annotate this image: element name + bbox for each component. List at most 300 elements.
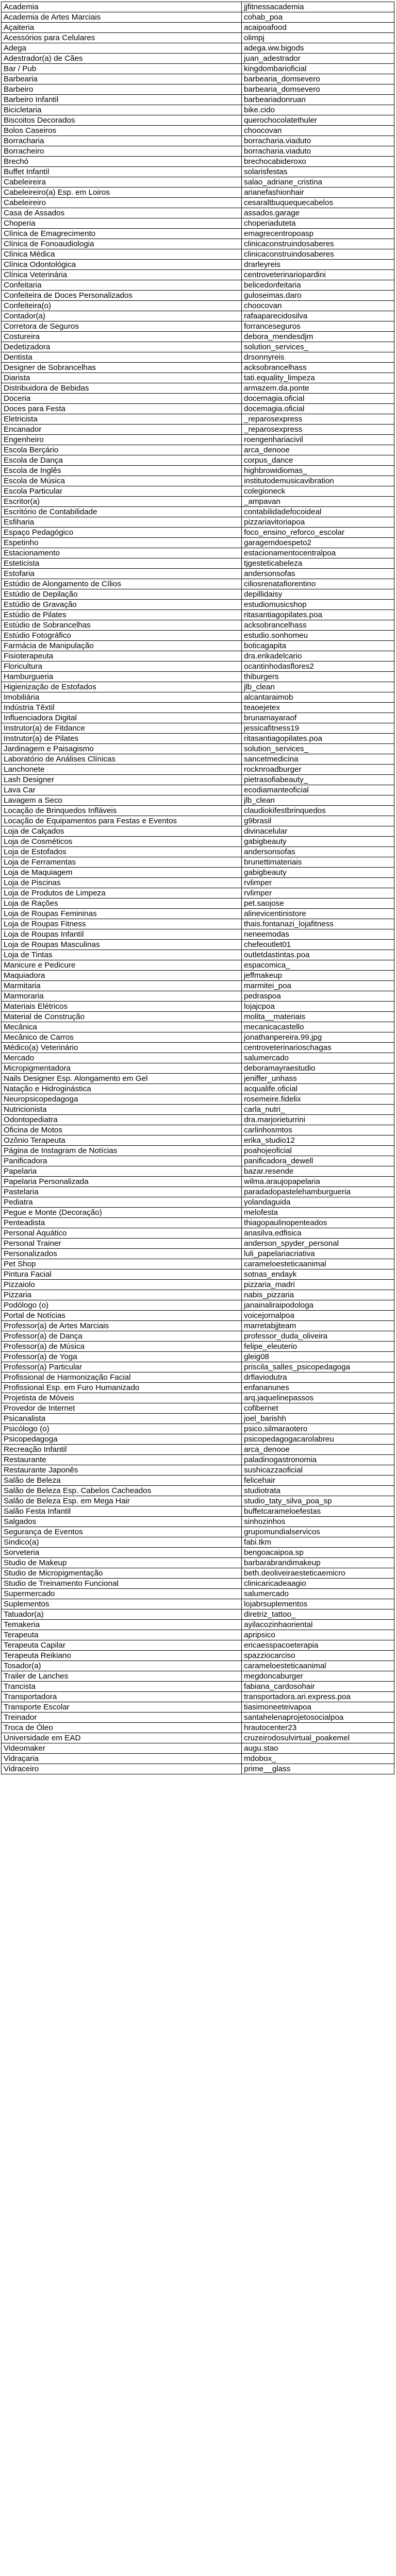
business-category-cell: Restaurante Japonês (2, 1465, 242, 1476)
instagram-handle-cell: choocovan (242, 126, 394, 136)
table-row (2, 631, 394, 641)
table-row (2, 1424, 394, 1434)
instagram-handle-cell: assados.garage (242, 208, 394, 218)
table-row (2, 1414, 394, 1424)
business-category-cell: Mecânico de Carros (2, 1032, 242, 1043)
table-row (2, 1403, 394, 1414)
instagram-handle-cell: ecodiamanteoficial (242, 785, 394, 795)
instagram-handle-cell: ericaesspacoeterapia (242, 1640, 394, 1651)
table-row (2, 383, 394, 394)
business-category-cell: Loja de Piscinas (2, 878, 242, 888)
business-category-cell: Corretora de Seguros (2, 321, 242, 332)
table-row (2, 1002, 394, 1012)
business-category-cell: Biscoitos Decorados (2, 115, 242, 126)
instagram-handle-cell: apripsico (242, 1630, 394, 1640)
instagram-handle-cell: priscila_salles_psicopedagoga (242, 1362, 394, 1372)
instagram-handle-cell: rosemeire.fidelix (242, 1094, 394, 1105)
instagram-handle-cell: clinicaconstruindosaberes (242, 239, 394, 249)
business-category-cell: Doces para Festa (2, 404, 242, 414)
business-category-cell: Loja de Calçados (2, 826, 242, 837)
instagram-handle-cell: centroveterinarioschagas (242, 1043, 394, 1053)
business-category-cell: Escola Particular (2, 486, 242, 497)
table-row (2, 868, 394, 878)
business-category-cell: Loja de Estofados (2, 847, 242, 857)
instagram-handle-cell: melofesta (242, 1208, 394, 1218)
business-category-cell: Terapeuta (2, 1630, 242, 1640)
table-row (2, 1671, 394, 1682)
business-category-cell: Brechó (2, 157, 242, 167)
instagram-handle-cell: arca_denooe (242, 1445, 394, 1455)
table-row (2, 909, 394, 919)
instagram-handle-cell: pizzariavitoriapoa (242, 517, 394, 528)
instagram-handle-cell: thais.fontanazi_lojafitness (242, 919, 394, 929)
instagram-handle-cell: guloseimas.daro (242, 291, 394, 301)
business-category-cell: Estúdio de Gravação (2, 600, 242, 610)
table-row (2, 857, 394, 868)
instagram-handle-cell: acqualife.oficial (242, 1084, 394, 1094)
table-row (2, 363, 394, 373)
table-row (2, 1249, 394, 1259)
table-row (2, 991, 394, 1002)
instagram-handle-cell: tjgesteticabeleza (242, 558, 394, 569)
table-row (2, 1455, 394, 1465)
table-row (2, 239, 394, 249)
instagram-handle-cell: poahojeoficial (242, 1146, 394, 1156)
business-category-cell: Farmácia de Manipulação (2, 641, 242, 651)
instagram-handle-cell: belicedonfeitaria (242, 280, 394, 291)
table-row (2, 826, 394, 837)
instagram-handle-cell: acaipoafood (242, 23, 394, 33)
business-category-cell: Laboratório de Análises Clínicas (2, 754, 242, 765)
business-category-cell: Pediatra (2, 1197, 242, 1208)
business-category-cell: Loja de Roupas Femininas (2, 909, 242, 919)
instagram-handle-cell: clinicaconstruindosaberes (242, 249, 394, 260)
table-row (2, 126, 394, 136)
table-row (2, 1094, 394, 1105)
instagram-handle-cell: sancetmedicina (242, 754, 394, 765)
instagram-handle-cell: bike.cido (242, 105, 394, 115)
business-category-cell: Professor(a) de Dança (2, 1331, 242, 1342)
table-row (2, 105, 394, 115)
table-row (2, 878, 394, 888)
table-row (2, 1105, 394, 1115)
instagram-handle-cell: garagemdoespeto2 (242, 538, 394, 548)
business-category-cell: Papelaria (2, 1166, 242, 1177)
instagram-handle-cell: paladinogastronomia (242, 1455, 394, 1465)
business-category-cell: Lava Car (2, 785, 242, 795)
table-row (2, 971, 394, 981)
table-row (2, 136, 394, 146)
instagram-handle-cell: chefeoutlet01 (242, 940, 394, 950)
table-row (2, 1166, 394, 1177)
table-row (2, 1713, 394, 1723)
instagram-handle-cell: mecanicacastello (242, 1022, 394, 1032)
table-row (2, 270, 394, 280)
business-category-cell: Higienização de Estofados (2, 682, 242, 692)
table-row (2, 795, 394, 806)
instagram-handle-cell: santahelenaprojetosocialpoa (242, 1713, 394, 1723)
table-row (2, 1269, 394, 1280)
instagram-handle-cell: jessicafitness19 (242, 723, 394, 734)
business-category-cell: Distribuidora de Bebidas (2, 383, 242, 394)
table-row (2, 672, 394, 682)
business-category-cell: Lash Designer (2, 775, 242, 785)
table-row (2, 940, 394, 950)
instagram-handle-cell: centroveterinariopardini (242, 270, 394, 280)
business-category-cell: Nutricionista (2, 1105, 242, 1115)
business-category-cell: Salgados (2, 1517, 242, 1527)
business-category-cell: Marmoraria (2, 991, 242, 1002)
instagram-handle-cell: carla_nutri_ (242, 1105, 394, 1115)
business-category-cell: Academia (2, 2, 242, 12)
instagram-handle-cell: spazziocarciso (242, 1651, 394, 1661)
table-row (2, 1218, 394, 1228)
instagram-handle-cell: solarisfestas (242, 167, 394, 177)
business-category-cell: Designer de Sobrancelhas (2, 363, 242, 373)
table-row (2, 445, 394, 455)
business-category-cell: Estacionamento (2, 548, 242, 558)
business-category-cell: Studio de Micropigmentação (2, 1568, 242, 1579)
business-category-cell: Bolos Caseiros (2, 126, 242, 136)
instagram-handle-cell: bazar.resende (242, 1166, 394, 1177)
instagram-handle-cell: querochocolatethuler (242, 115, 394, 126)
instagram-handle-cell: augu.stao (242, 1743, 394, 1754)
instagram-handle-cell: foco_ensino_reforco_escolar (242, 528, 394, 538)
table-row (2, 208, 394, 218)
table-row (2, 373, 394, 383)
business-category-cell: Restaurante (2, 1455, 242, 1465)
business-category-cell: Personal Aquático (2, 1228, 242, 1239)
table-row (2, 929, 394, 940)
instagram-handle-cell: rocknroadburger (242, 765, 394, 775)
business-category-cell: Loja de Maquiagem (2, 868, 242, 878)
business-category-cell: Materiais Elétricos (2, 1002, 242, 1012)
business-category-cell: Personal Trainer (2, 1239, 242, 1249)
business-category-cell: Estúdio de Pilates (2, 610, 242, 620)
business-category-cell: Fisioterapeuta (2, 651, 242, 662)
instagram-handle-cell: luli_papelariacriativa (242, 1249, 394, 1259)
business-category-cell: Loja de Roupas Infantil (2, 929, 242, 940)
business-category-cell: Professor(a) de Música (2, 1342, 242, 1352)
instagram-handle-cell: jeniffer_unhass (242, 1074, 394, 1084)
instagram-handle-cell: fabiana_cardosohair (242, 1682, 394, 1692)
business-category-cell: Loja de Ferramentas (2, 857, 242, 868)
table-row (2, 651, 394, 662)
table-row (2, 414, 394, 425)
table-row (2, 1476, 394, 1486)
business-category-cell: Loja de Rações (2, 899, 242, 909)
table-row (2, 1022, 394, 1032)
instagram-handle-cell: highbrowidiomas_ (242, 466, 394, 476)
instagram-handle-cell: carameloesteticaanimal (242, 1259, 394, 1269)
instagram-handle-cell: pizzaria_madri (242, 1280, 394, 1290)
instagram-handle-cell: prime__glass (242, 1764, 394, 1774)
instagram-handle-cell: psico.silmaraotero (242, 1424, 394, 1434)
table-row (2, 1063, 394, 1074)
table-row (2, 466, 394, 476)
business-category-cell: Buffet Infantil (2, 167, 242, 177)
business-category-cell: Cabeleireiro(a) Esp. em Loiros (2, 188, 242, 198)
instagram-handle-cell: panificadora_dewell (242, 1156, 394, 1166)
table-row (2, 342, 394, 352)
business-category-cell: Mercado (2, 1053, 242, 1063)
table-row (2, 899, 394, 909)
business-category-cell: Escritório de Contabilidade (2, 507, 242, 517)
business-category-cell: Provedor de Internet (2, 1403, 242, 1414)
business-category-cell: Loja de Tintas (2, 950, 242, 960)
business-category-cell: Supermercado (2, 1589, 242, 1599)
table-row (2, 1517, 394, 1527)
table-row (2, 229, 394, 239)
instagram-handle-cell: g9brasil (242, 816, 394, 826)
business-category-cell: Locação de Brinquedos Infláveis (2, 806, 242, 816)
table-row (2, 64, 394, 74)
business-category-cell: Studio de Treinamento Funcional (2, 1579, 242, 1589)
instagram-handle-cell: jonathanpereira.99.jpg (242, 1032, 394, 1043)
instagram-handle-cell: choperiaduteta (242, 218, 394, 229)
instagram-handle-cell: clinicaricadeaagio (242, 1579, 394, 1589)
business-category-cell: Escritor(a) (2, 497, 242, 507)
business-category-cell: Locação de Equipamentos para Festas e Eventos (2, 816, 242, 826)
business-category-cell: Escola Berçário (2, 445, 242, 455)
table-row (2, 280, 394, 291)
table-row (2, 1558, 394, 1568)
table-row (2, 311, 394, 321)
business-category-cell: Loja de Cosméticos (2, 837, 242, 847)
business-category-cell: Barbeiro (2, 84, 242, 95)
table-row (2, 157, 394, 167)
table-row (2, 816, 394, 826)
table-row (2, 1290, 394, 1300)
business-category-cell: Vidraçaria (2, 1754, 242, 1764)
table-row (2, 620, 394, 631)
table-row (2, 538, 394, 548)
instagram-handle-cell: jlb_clean (242, 795, 394, 806)
business-category-cell: Ozônio Terapeuta (2, 1136, 242, 1146)
business-category-cell: Engenheiro (2, 435, 242, 445)
instagram-handle-cell: gabigbeauty (242, 837, 394, 847)
business-category-cell: Lanchonete (2, 765, 242, 775)
instagram-handle-cell: alinevicentinistore (242, 909, 394, 919)
instagram-handle-cell: pet.saojose (242, 899, 394, 909)
instagram-handle-cell: cohab_poa (242, 12, 394, 23)
instagram-handle-cell: brunamayaraof (242, 713, 394, 723)
table-row (2, 713, 394, 723)
business-category-cell: Bicicletaria (2, 105, 242, 115)
instagram-handle-cell: teaoejetex (242, 703, 394, 713)
table-row (2, 1156, 394, 1166)
instagram-handle-cell: rvlimper (242, 878, 394, 888)
business-category-cell: Manicure e Pedicure (2, 960, 242, 971)
business-category-cell: Material de Construção (2, 1012, 242, 1022)
business-category-cell: Estúdio de Sobrancelhas (2, 620, 242, 631)
table-row (2, 1579, 394, 1589)
instagram-handle-cell: studio_taty_silva_poa_sp (242, 1496, 394, 1506)
business-category-cell: Choperia (2, 218, 242, 229)
instagram-handle-cell: ayilacozinhaoriental (242, 1620, 394, 1630)
table-row (2, 1177, 394, 1187)
instagram-handle-cell: rafaaparecidosilva (242, 311, 394, 321)
instagram-handle-cell: gabigbeauty (242, 868, 394, 878)
instagram-handle-cell: thiagopaulinopenteados (242, 1218, 394, 1228)
table-row (2, 1074, 394, 1084)
instagram-handle-cell: acksobrancelhass (242, 620, 394, 631)
instagram-handle-cell: transportadora.ari.express.poa (242, 1692, 394, 1702)
instagram-handle-cell: yolandaguida (242, 1197, 394, 1208)
business-category-cell: Terapeuta Reikiano (2, 1651, 242, 1661)
table-row (2, 1043, 394, 1053)
business-category-cell: Estúdio de Alongamento de Cílios (2, 579, 242, 589)
business-category-cell: Professor(a) de Yoga (2, 1352, 242, 1362)
table-row (2, 558, 394, 569)
business-category-cell: Esfiharia (2, 517, 242, 528)
instagram-handle-cell: estacionamentocentralpoa (242, 548, 394, 558)
business-category-cell: Dedetizadora (2, 342, 242, 352)
instagram-handle-cell: erika_studio12 (242, 1136, 394, 1146)
business-category-cell: Imobiliária (2, 692, 242, 703)
table-row (2, 1661, 394, 1671)
table-row (2, 476, 394, 486)
table-row (2, 847, 394, 857)
instagram-handle-cell: paradadopastelehamburgueria (242, 1187, 394, 1197)
instagram-handle-cell: bengoacaipoa.sp (242, 1548, 394, 1558)
table-row (2, 1609, 394, 1620)
instagram-handle-cell: docemagia.oficial (242, 394, 394, 404)
business-category-cell: Salão de Beleza Esp. em Mega Hair (2, 1496, 242, 1506)
business-category-cell: Estofaria (2, 569, 242, 579)
table-row (2, 1764, 394, 1774)
table-row (2, 1012, 394, 1022)
instagram-handle-cell: hrautocenter23 (242, 1723, 394, 1733)
table-row (2, 404, 394, 414)
instagram-handle-cell: acksobrancelhass (242, 363, 394, 373)
instagram-handle-cell: tiasimoneeteivapoa (242, 1702, 394, 1713)
instagram-handle-cell: mdobox_ (242, 1754, 394, 1764)
instagram-handle-cell: rvlimper (242, 888, 394, 899)
business-category-cell: Confeiteira(o) (2, 301, 242, 311)
business-category-cell: Barbeiro Infantil (2, 95, 242, 105)
instagram-handle-cell: corpus_dance (242, 455, 394, 466)
table-row (2, 1589, 394, 1599)
business-category-cell: Pet Shop (2, 1259, 242, 1269)
business-category-cell: Hamburgueria (2, 672, 242, 682)
table-row (2, 1599, 394, 1609)
instagram-handle-cell: tati.equality_limpeza (242, 373, 394, 383)
instagram-handle-cell: kingdombarioficial (242, 64, 394, 74)
instagram-handle-cell: outletdastintas.poa (242, 950, 394, 960)
business-category-cell: Professor(a) Particular (2, 1362, 242, 1372)
table-row (2, 115, 394, 126)
table-row (2, 950, 394, 960)
table-body (2, 2, 394, 1774)
instagram-handle-cell: brunettimateriais (242, 857, 394, 868)
business-category-cell: Transportadora (2, 1692, 242, 1702)
table-row (2, 1032, 394, 1043)
instagram-handle-cell: choocovan (242, 301, 394, 311)
business-category-cell: Podólogo (o) (2, 1300, 242, 1311)
instagram-handle-cell: dra.marjorieturrini (242, 1115, 394, 1125)
table-row (2, 888, 394, 899)
table-row (2, 600, 394, 610)
business-category-cell: Eletricista (2, 414, 242, 425)
instagram-handle-cell: depillidaisy (242, 589, 394, 600)
table-row (2, 1053, 394, 1063)
business-category-cell: Doceria (2, 394, 242, 404)
table-row (2, 74, 394, 84)
business-category-cell: Loja de Produtos de Limpeza (2, 888, 242, 899)
table-row (2, 837, 394, 847)
business-category-cell: Confeiteira de Doces Personalizados (2, 291, 242, 301)
table-row (2, 425, 394, 435)
table-row (2, 249, 394, 260)
business-category-cell: Escola de Dança (2, 455, 242, 466)
instagram-handle-cell: colegioneck (242, 486, 394, 497)
instagram-handle-cell: contabilidadefocoideal (242, 507, 394, 517)
instagram-handle-cell: nabis_pizzaria (242, 1290, 394, 1300)
business-category-cell: Jardinagem e Paisagismo (2, 744, 242, 754)
instagram-handle-cell: felipe_eleuterio (242, 1342, 394, 1352)
instagram-handle-cell: anasilva.edfisica (242, 1228, 394, 1239)
business-category-cell: Portal de Notícias (2, 1311, 242, 1321)
business-category-cell: Micropigmentadora (2, 1063, 242, 1074)
business-category-cell: Clínica de Emagrecimento (2, 229, 242, 239)
instagram-handle-cell: cesaraltbuquequecabelos (242, 198, 394, 208)
business-category-cell: Profissional Esp. em Furo Humanizado (2, 1383, 242, 1393)
table-row (2, 2, 394, 12)
instagram-handle-cell: jeffmakeup (242, 971, 394, 981)
instagram-handle-cell: institutodemusicavibration (242, 476, 394, 486)
business-category-cell: Vidraceiro (2, 1764, 242, 1774)
instagram-handle-cell: ciliosrenatafiorentino (242, 579, 394, 589)
table-row (2, 744, 394, 754)
business-category-cell: Confeitaria (2, 280, 242, 291)
business-category-cell: Suplementos (2, 1599, 242, 1609)
table-row (2, 1486, 394, 1496)
table-row (2, 1682, 394, 1692)
business-category-cell: Loja de Roupas Masculinas (2, 940, 242, 950)
instagram-handle-cell: estudio.sonhomeu (242, 631, 394, 641)
table-row (2, 1630, 394, 1640)
table-row (2, 960, 394, 971)
instagram-handle-cell: sotnas_endayk (242, 1269, 394, 1280)
table-row (2, 548, 394, 558)
instagram-handle-cell: jlb_clean (242, 682, 394, 692)
table-row (2, 23, 394, 33)
business-category-cell: Instrutor(a) de Fitdance (2, 723, 242, 734)
table-row (2, 1372, 394, 1383)
business-category-cell: Influenciadora Digital (2, 713, 242, 723)
table-row (2, 1342, 394, 1352)
business-category-cell: Salão Festa Infantil (2, 1506, 242, 1517)
business-category-cell: Cabeleireira (2, 177, 242, 188)
business-category-cell: Açaiteria (2, 23, 242, 33)
instagram-handle-cell: felicehair (242, 1476, 394, 1486)
table-row (2, 1208, 394, 1218)
table-row (2, 785, 394, 795)
instagram-handle-cell: voicejornalpoa (242, 1311, 394, 1321)
business-category-cell: Terapeuta Capilar (2, 1640, 242, 1651)
table-row (2, 394, 394, 404)
instagram-handle-cell: borracharia.viaduto (242, 146, 394, 157)
instagram-handle-cell: arca_denooe (242, 445, 394, 455)
table-row (2, 486, 394, 497)
business-category-cell: Indústria Têxtil (2, 703, 242, 713)
instagram-handle-cell: molita__materiais (242, 1012, 394, 1022)
table-row (2, 754, 394, 765)
business-category-cell: Borracharia (2, 136, 242, 146)
business-category-cell: Psicólogo (o) (2, 1424, 242, 1434)
business-category-cell: Panificadora (2, 1156, 242, 1166)
